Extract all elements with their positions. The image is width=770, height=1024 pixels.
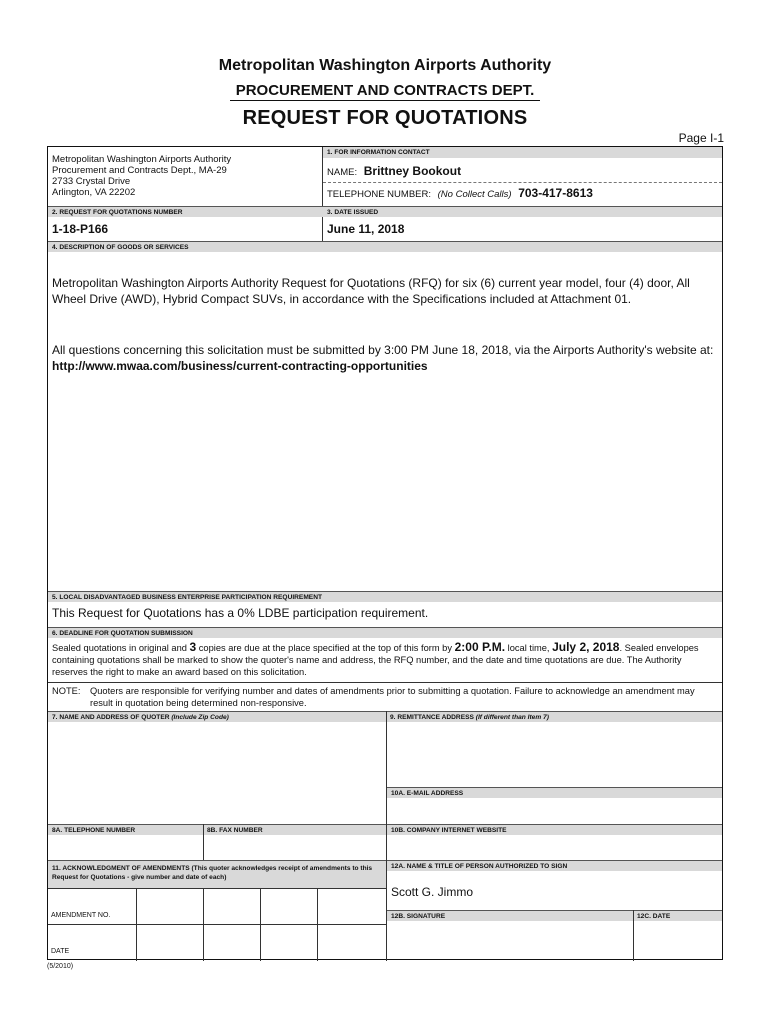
opportunities-link[interactable]: http://www.mwaa.com/business/current-contracting-opportunities [52,359,428,373]
signature-label: 12B. SIGNATURE [387,910,633,921]
fax-label: 8B. FAX NUMBER [203,824,386,835]
issuer-address: Metropolitan Washington Airports Authority Procurement and Contracts Dept., MA-29 2733 Crystal Drive Arlington, VA 22202 [52,154,232,198]
website-field[interactable] [388,837,720,859]
quoter-name-label: 7. NAME AND ADDRESS OF QUOTER (Include Zip Code) [48,711,386,722]
quoter-name-field[interactable] [50,724,384,822]
deadline-text: Sealed quotations in original and 3 copies are due at the place specified at the top of this form by 2:00 P.M. local time, July 2, 2018. Sealed envelopes containing quotations shall be marked to show the quoter's name and address, the RFQ number, and the date and time quotations are due. The Authority reserves the right to make an award based on this solicitation. [52,640,699,677]
ldbe-label: 5. LOCAL DISADVANTAGED BUSINESS ENTERPRISE PARTICIPATION REQUIREMENT [48,591,722,602]
dept-heading: PROCUREMENT AND CONTRACTS DEPT. [0,82,770,101]
description-label: 4. DESCRIPTION OF GOODS OR SERVICES [48,241,722,252]
contact-name: NAME: Brittney Bookout [327,164,462,178]
note-text: Quoters are responsible for verifying number and dates of amendments prior to submitting a quotation. Failure to acknowledge an amendment may result in quotation being determined non-responsive. [90,686,695,708]
amendment-no-label: AMENDMENT NO. [51,912,111,919]
remittance-label: 9. REMITTANCE ADDRESS (If different than Item 7) [386,711,722,722]
rfq-form [47,146,723,960]
amendment-no-field[interactable] [205,890,258,923]
org-heading: Metropolitan Washington Airports Authority [218,57,552,74]
amendment-no-field[interactable] [262,890,315,923]
amendment-no-field[interactable] [319,890,384,923]
amendments-label: 11. ACKNOWLEDGMENT OF AMENDMENTS (This quoter acknowledges receipt of amendments to this Request for Quotations - give number and date of each) [48,860,386,888]
amendment-no-field[interactable] [138,890,201,923]
form-title: REQUEST FOR QUOTATIONS [242,107,528,129]
description-text: Metropolitan Washington Airports Authority Request for Quotations (RFQ) for six (6) current year model, four (4) door, All Wheel Drive (AWD), Hybrid Compact SUVs, in accordance with the Specifications included at Attachment 01. [52,276,690,306]
page-number: Page I-1 [678,131,724,145]
telephone-field[interactable] [50,837,200,859]
signer-name-label: 12A. NAME & TITLE OF PERSON AUTHORIZED TO SIGN [387,860,722,871]
rfq-number-label: 2. REQUEST FOR QUOTATIONS NUMBER [48,206,323,217]
ldbe-text: This Request for Quotations has a 0% LDBE participation requirement. [52,606,429,620]
date-issued-label: 3. DATE ISSUED [323,206,722,217]
email-field[interactable] [388,799,720,823]
amendment-date-field[interactable] [138,926,201,959]
form-revision: (5/2010) [47,963,74,970]
amendment-date-field[interactable] [262,926,315,959]
questions-text: All questions concerning this solicitation must be submitted by 3:00 PM June 18, 2018, via the Airports Authority's website at: http://www.mwaa.com/business/current-contracting-opportunities [52,343,714,373]
amendment-date-field[interactable] [205,926,258,959]
contact-label: 1. FOR INFORMATION CONTACT [323,147,722,158]
contact-phone: TELEPHONE NUMBER: (No Collect Calls) 703-417-8613 [327,186,593,200]
email-label: 10A. E-MAIL ADDRESS [387,787,722,798]
telephone-label: 8A. TELEPHONE NUMBER [48,824,203,835]
fax-field[interactable] [206,837,384,859]
sign-date-label: 12C. DATE [633,910,722,921]
remittance-field[interactable] [388,724,720,786]
amendment-date-field[interactable] [319,926,384,959]
website-label: 10B. COMPANY INTERNET WEBSITE [387,824,722,835]
sign-date-field[interactable] [635,923,720,959]
rfq-number: 1-18-P166 [52,222,109,236]
amendment-date-label: DATE [51,948,70,955]
date-issued: June 11, 2018 [327,222,405,236]
signature-field[interactable] [388,923,631,959]
deadline-label: 6. DEADLINE FOR QUOTATION SUBMISSION [48,627,722,638]
note-label: NOTE: [52,686,81,696]
signer-name: Scott G. Jimmo [391,885,474,899]
